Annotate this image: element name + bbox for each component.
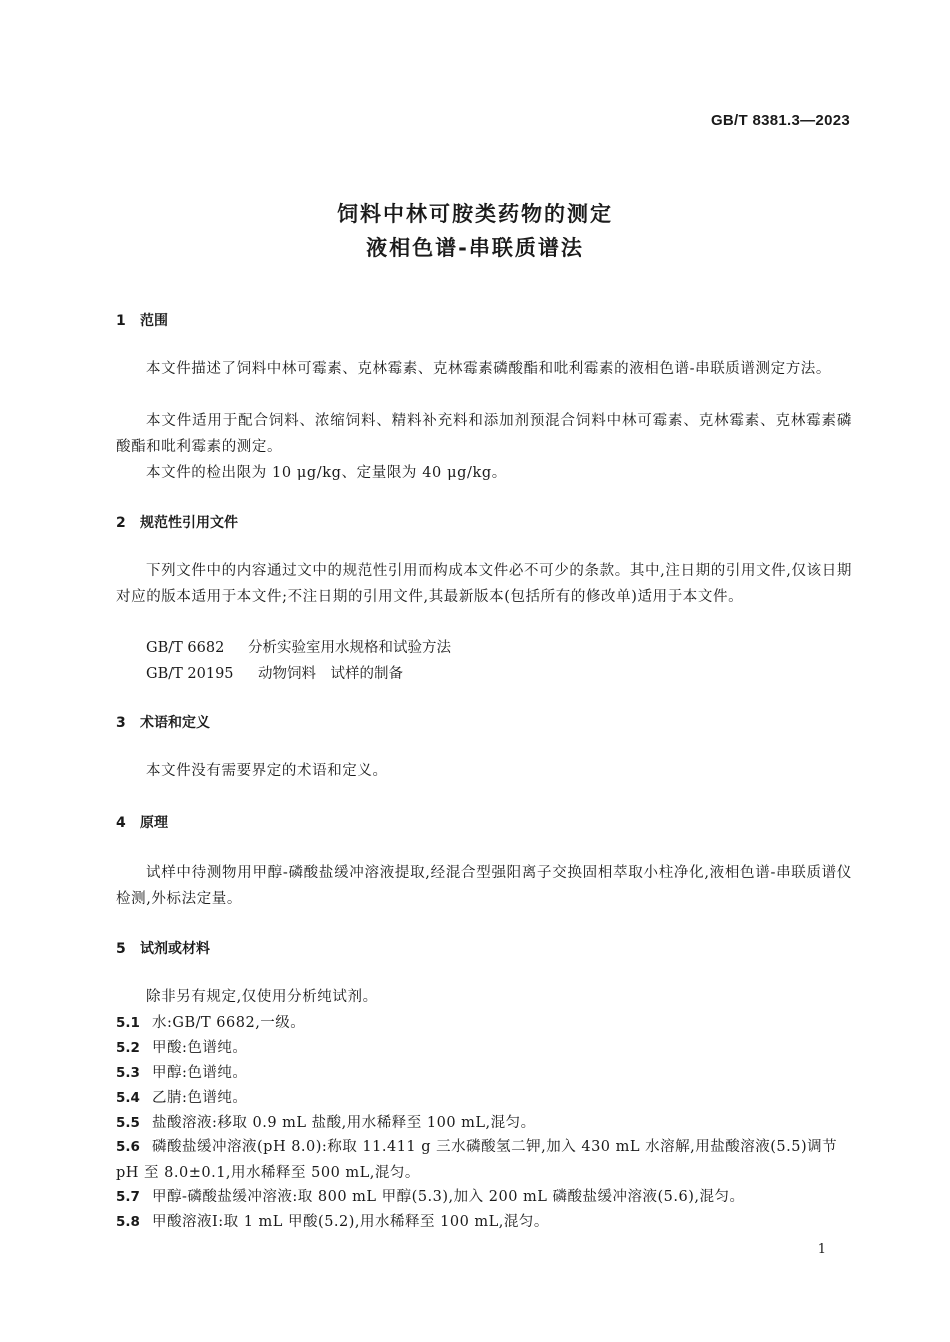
document-subtitle: 液相色谱-串联质谱法 [366, 236, 584, 260]
paragraph: 本文件的检出限为 10 μg/kg、定量限为 40 μg/kg。 [146, 465, 507, 481]
reference-name: 动物饲料 试样的制备 [258, 666, 403, 682]
item-text: 磷酸盐缓冲溶液(pH 8.0):称取 11.411 g 三水磷酸氢二钾,加入 430 mL 水溶解,用盐酸溶液(5.5)调节 pH 至 8.0±0.1,用水稀释至 500 mL,混匀。 [116, 1139, 838, 1181]
document-title: 饲料中林可胺类药物的测定 [337, 202, 613, 226]
list-item [116, 1209, 852, 1235]
reference-item [146, 636, 451, 657]
section-title: 范围 [140, 313, 168, 329]
section-title: 术语和定义 [140, 715, 210, 731]
section-number: 3 [116, 715, 126, 731]
list-item [116, 1060, 852, 1086]
item-number: 5.2 [116, 1040, 140, 1056]
item-text: 甲醇-磷酸盐缓冲溶液:取 800 mL 甲醇(5.3),加入 200 mL 磷酸盐缓冲溶液(5.6),混匀。 [152, 1189, 745, 1205]
section-number: 1 [116, 313, 126, 329]
paragraph: 除非另有规定,仅使用分析纯试剂。 [146, 989, 378, 1005]
item-number: 5.7 [116, 1189, 140, 1205]
item-number: 5.4 [116, 1090, 140, 1106]
section-number: 2 [116, 515, 126, 531]
section-number: 4 [116, 815, 126, 831]
reference-code: GB/T 6682 [146, 640, 225, 656]
item-number: 5.8 [116, 1214, 140, 1230]
section-heading-3 [116, 712, 210, 732]
reference-code: GB/T 20195 [146, 666, 234, 682]
item-text: 甲醇:色谱纯。 [152, 1065, 248, 1081]
paragraph: 本文件适用于配合饲料、浓缩饲料、精料补充料和添加剂预混合饲料中林可霉素、克林霉素、克林霉素磷酸酯和吡利霉素的测定。 [116, 413, 852, 455]
section-number: 5 [116, 941, 126, 957]
reference-name: 分析实验室用水规格和试验方法 [248, 640, 451, 656]
item-number: 5.1 [116, 1015, 140, 1031]
paragraph: 试样中待测物用甲醇-磷酸盐缓冲溶液提取,经混合型强阳离子交换固相萃取小柱净化,液相色谱-串联质谱仪检测,外标法定量。 [116, 865, 852, 907]
paragraph: 本文件没有需要界定的术语和定义。 [146, 763, 388, 779]
item-text: 盐酸溶液:移取 0.9 mL 盐酸,用水稀释至 100 mL,混匀。 [152, 1115, 536, 1131]
item-text: 甲酸:色谱纯。 [152, 1040, 248, 1056]
list-item [116, 1110, 852, 1136]
section-title: 规范性引用文件 [140, 515, 238, 531]
item-text: 水:GB/T 6682,一级。 [152, 1015, 306, 1031]
paragraph: 本文件描述了饲料中林可霉素、克林霉素、克林霉素磷酸酯和吡利霉素的液相色谱-串联质谱测定方法。 [146, 361, 831, 377]
list-item [116, 1010, 852, 1036]
page-number: 1 [817, 1242, 826, 1257]
item-text: 甲酸溶液Ⅰ:取 1 mL 甲酸(5.2),用水稀释至 100 mL,混匀。 [152, 1214, 549, 1230]
item-text: 乙腈:色谱纯。 [152, 1090, 248, 1106]
section-heading-1 [116, 310, 168, 330]
list-item [116, 1035, 852, 1061]
section-title: 试剂或材料 [140, 941, 210, 957]
paragraph: 下列文件中的内容通过文中的规范性引用而构成本文件必不可少的条款。其中,注日期的引用文件,仅该日期对应的版本适用于本文件;不注日期的引用文件,其最新版本(包括所有的修改单)适用于本文件。 [116, 563, 852, 605]
list-item [116, 1134, 852, 1186]
section-title: 原理 [140, 815, 168, 831]
item-number: 5.5 [116, 1115, 140, 1131]
section-heading-4 [116, 812, 168, 832]
list-item [116, 1085, 852, 1111]
list-item [116, 1184, 852, 1210]
item-number: 5.6 [116, 1139, 140, 1155]
section-heading-2 [116, 512, 238, 532]
reference-item [146, 662, 403, 683]
standard-code: GB/T 8381.3—2023 [710, 112, 850, 129]
section-heading-5 [116, 938, 210, 958]
item-number: 5.3 [116, 1065, 140, 1081]
